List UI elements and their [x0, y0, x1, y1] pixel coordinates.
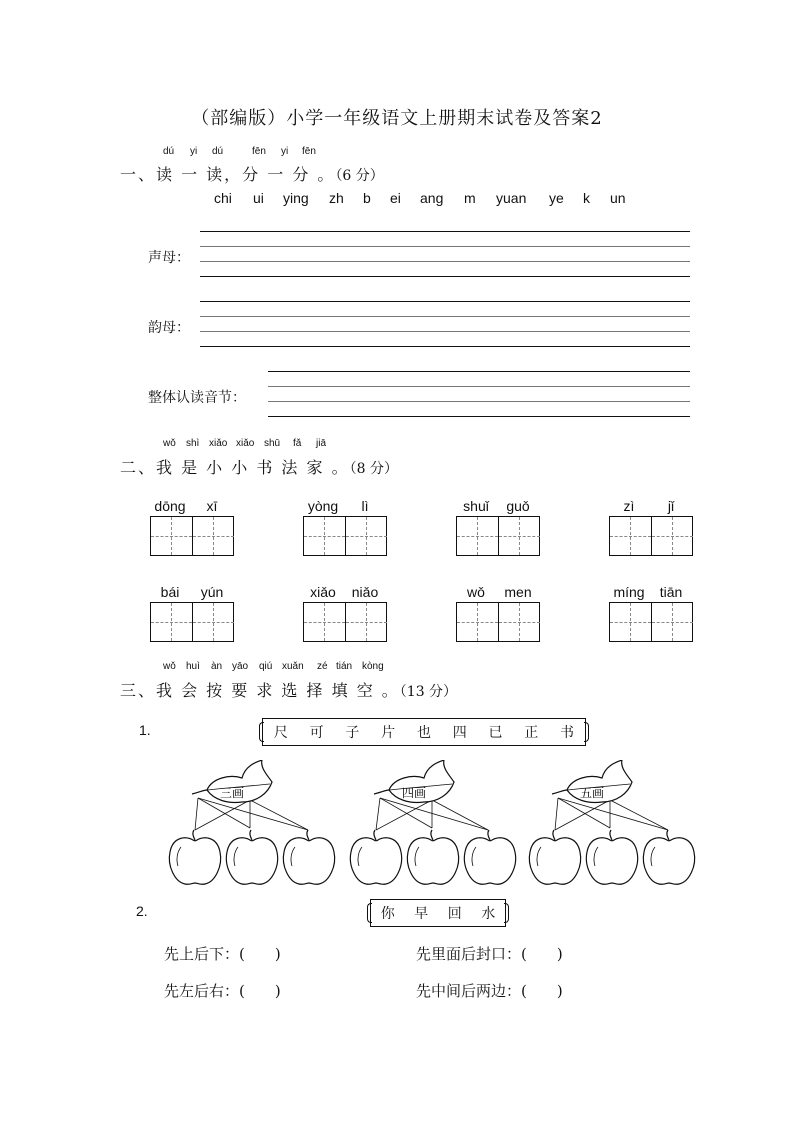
pinyin: xiǎo	[209, 438, 228, 449]
leaf-label: 四画	[401, 786, 427, 800]
syllable: ye	[549, 190, 564, 206]
pinyin: huì	[186, 661, 200, 672]
grid-pinyin: guǒ	[506, 498, 530, 514]
finals-label: 韵母：	[148, 320, 190, 336]
section2-pinyin	[0, 438, 794, 450]
syllable: b	[363, 190, 371, 206]
syllable: ang	[420, 190, 444, 206]
writing-grid[interactable]	[303, 516, 387, 556]
bank-char: 已	[488, 725, 503, 741]
syllable: ui	[253, 190, 264, 206]
grid-pinyin: xiǎo	[310, 584, 336, 600]
apple-icon	[169, 830, 220, 884]
bank-char: 书	[560, 725, 574, 741]
writing-line	[200, 316, 690, 317]
pinyin: fēn	[252, 146, 266, 157]
leaf-label: 三画	[219, 786, 245, 800]
syllable: ying	[283, 190, 309, 206]
section-heading-text: 一、读 一 读，分 一 分 。	[120, 165, 336, 184]
writing-line	[268, 386, 690, 387]
grid-pinyin: míng	[613, 584, 645, 600]
apple-icon	[643, 830, 694, 884]
writing-grid[interactable]	[150, 516, 234, 556]
pinyin: shì	[186, 438, 200, 449]
section1-heading	[120, 162, 384, 185]
pinyin: wǒ	[163, 661, 176, 672]
syllable: yuan	[496, 190, 527, 206]
initials-label: 声母：	[148, 250, 190, 266]
grid-pinyin: lì	[361, 498, 369, 514]
section2-heading	[120, 455, 398, 478]
pinyin: kòng	[362, 661, 384, 672]
bank-char: 子	[345, 725, 360, 741]
bank-char: 可	[309, 725, 324, 741]
pinyin: wǒ	[163, 438, 176, 449]
bank-char: 早	[414, 906, 429, 922]
syllable: m	[464, 190, 476, 206]
pinyin: tián	[336, 661, 353, 672]
syllable: k	[583, 190, 590, 206]
grid-pinyin: xī	[206, 498, 218, 514]
section1-pinyin	[0, 146, 794, 158]
writing-line	[200, 276, 690, 277]
pinyin: shū	[264, 438, 281, 449]
bank-char: 也	[416, 725, 431, 741]
grid-pinyin: yún	[200, 584, 224, 600]
writing-line	[268, 371, 690, 372]
syllable: un	[610, 190, 626, 206]
pinyin: jiā	[316, 438, 327, 449]
fill-blank-item[interactable]: 先左后右：( )	[164, 982, 281, 1000]
pinyin: qiú	[259, 661, 273, 672]
writing-line	[200, 261, 690, 262]
writing-line	[200, 301, 690, 302]
apple-icon	[283, 830, 334, 884]
grid-pinyin: niǎo	[351, 584, 379, 600]
fill-blank-item[interactable]: 先中间后两边：( )	[416, 982, 563, 1000]
grid-pinyin: men	[504, 584, 532, 600]
grid-pinyin: bái	[160, 584, 180, 600]
writing-grid[interactable]	[609, 602, 693, 642]
writing-line	[200, 246, 690, 247]
apple-icon	[407, 830, 458, 884]
writing-line	[200, 346, 690, 347]
writing-line	[200, 331, 690, 332]
section-score: （8 分）	[349, 461, 398, 477]
writing-grid[interactable]	[609, 516, 693, 556]
leaf-label: 五画	[579, 786, 605, 800]
fill-blank-item[interactable]: 先里面后封口：( )	[416, 945, 563, 963]
grid-pinyin: yòng	[307, 498, 339, 514]
whole-syllable-label: 整体认读音节：	[148, 390, 246, 406]
section-score: （6 分）	[335, 168, 384, 184]
pinyin: zé	[317, 661, 328, 672]
section3-heading	[120, 678, 457, 701]
grid-pinyin: jǐ	[667, 498, 675, 514]
syllable-list	[0, 190, 794, 208]
apple-icon	[586, 830, 637, 884]
section3-pinyin	[0, 661, 794, 673]
pinyin: xiǎo	[236, 438, 255, 449]
writing-grid[interactable]	[303, 602, 387, 642]
grid-pinyin: tiān	[659, 584, 683, 600]
grid-pinyin: shuǐ	[463, 498, 489, 514]
bank-char: 四	[452, 725, 467, 741]
question-number: 2.	[136, 903, 148, 919]
writing-line	[268, 416, 690, 417]
character-bank	[370, 899, 506, 927]
apple-icon	[529, 830, 580, 884]
bank-char: 正	[524, 725, 539, 741]
pinyin: dú	[163, 146, 175, 157]
fill-blank-item[interactable]: 先上后下：( )	[164, 945, 281, 963]
syllable: chi	[214, 190, 232, 206]
bank-char: 你	[380, 906, 395, 922]
writing-grid[interactable]	[150, 602, 234, 642]
question-number: 1.	[139, 722, 151, 738]
writing-line	[268, 401, 690, 402]
section-heading-text: 二、我 是 小 小 书 法 家 。	[120, 458, 350, 477]
pinyin: fēn	[302, 146, 316, 157]
character-bank	[262, 718, 586, 746]
pinyin: fǎ	[293, 438, 302, 449]
syllable: ei	[390, 190, 401, 206]
bank-char: 尺	[273, 725, 288, 741]
pinyin: dú	[212, 146, 224, 157]
grid-pinyin: zì	[623, 498, 635, 514]
pinyin: yāo	[232, 661, 249, 672]
writing-grid[interactable]	[456, 516, 540, 556]
pinyin: yi	[190, 146, 198, 157]
pinyin: àn	[211, 661, 223, 672]
bank-char: 片	[381, 725, 396, 741]
apple-icon	[350, 830, 401, 884]
apple-icon	[464, 830, 515, 884]
grid-pinyin: dōng	[154, 498, 186, 514]
pinyin: yi	[281, 146, 289, 157]
stroke-count-diagram	[150, 760, 710, 890]
section-score: （13 分）	[399, 684, 458, 700]
bank-char: 回	[447, 906, 462, 922]
writing-grid[interactable]	[456, 602, 540, 642]
bank-char: 水	[481, 906, 496, 922]
section-heading-text: 三、我 会 按 要 求 选 择 填 空 。	[120, 681, 400, 700]
pinyin: xuǎn	[282, 661, 304, 672]
apple-icon	[226, 830, 277, 884]
grid-pinyin: wǒ	[467, 584, 485, 600]
page-title: （部编版）小学一年级语文上册期末试卷及答案2	[191, 108, 603, 129]
syllable: zh	[329, 190, 344, 206]
writing-line	[200, 231, 690, 232]
